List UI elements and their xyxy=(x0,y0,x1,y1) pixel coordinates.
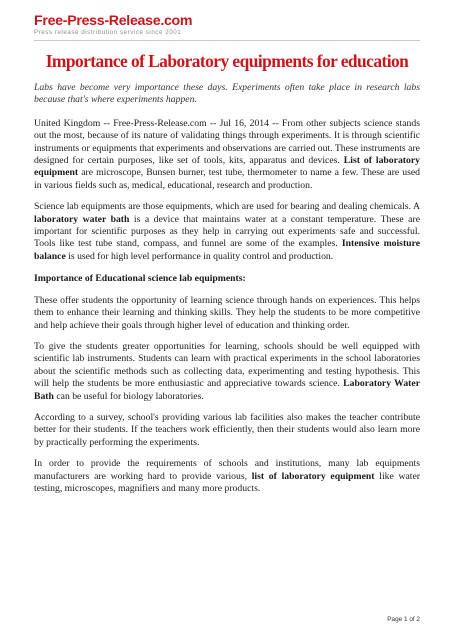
article-intro: Labs have become very importance these days. Experiments often take place in research labs because that's where experiments happen. xyxy=(34,82,420,106)
paragraph-1-text-a: United Kingdom -- Free-Press-Release.com -- Jul 16, 2014 -- From other subjects science stands out the most, because of its nature of validating things through experiments. It is through scientific instruments or equipments that experiments and observations are carried out. These instruments are designed for certain purposes, like set of tools, kits, apparatus and devices. xyxy=(34,117,420,167)
keyword-laboratory-water-bath-2: Laboratory Water Bath xyxy=(34,378,420,402)
paragraph-6-text-a: In order to provide the requirements of schools and institutions, many lab equipments manufacturers are working hard to provide various, xyxy=(34,458,420,482)
paragraph-4 xyxy=(34,341,420,403)
paragraph-6 xyxy=(34,458,420,495)
keyword-intensive-moisture-balance: Intensive moisture balance xyxy=(34,238,420,262)
paragraph-4-text-c: can be useful for biology laboratories. xyxy=(53,390,204,402)
page-number: Page 1 of 2 xyxy=(387,616,420,623)
paragraph-5: According to a survey, school's providing various lab facilities also makes the teacher contribute better for their students. If the teachers work efficiently, then their students would also learn more by practically performing the experiments. xyxy=(34,411,420,448)
paragraph-1 xyxy=(34,118,420,192)
paragraph-2-text-c: is a device that maintains water at a constant temperature. These are important for scientific purposes as they help in carrying out experiments safe and successful. Tools like test tube stand, compass, and funnel are some of the examples. xyxy=(34,213,421,250)
site-tagline: Press release distribution service since 2001 xyxy=(34,29,182,36)
paragraph-6-text-c: like water testing, microscopes, magnifiers and many more products. xyxy=(34,470,420,494)
paragraph-1-text-c: are microscope, Bunsen burner, test tube, thermometer to name a few. These are used in various fields such as, medical, educational, research and production. xyxy=(34,167,420,191)
paragraph-3: These offer students the opportunity of learning science through hands on experiences. This helps them to enhance their learning and thinking skills. They help the students to be more competitive and help achieve their goals through higher level of education and thinking order. xyxy=(34,294,420,331)
paragraph-2-text-a: Science lab equipments are those equipments, which are used for bearing and dealing chemicals. A xyxy=(34,201,420,213)
paragraph-2 xyxy=(34,201,420,263)
article-title: Importance of Laboratory equipments for education xyxy=(45,51,409,71)
paragraph-2-text-e: is used for high level performance in quality control and production. xyxy=(65,250,334,262)
site-header xyxy=(34,13,420,37)
site-logo: Free-Press-Release.com xyxy=(34,13,193,29)
article-body xyxy=(34,50,420,495)
section-subheading: Importance of Educational science lab equipments: xyxy=(34,273,246,285)
header-divider xyxy=(34,40,420,41)
keyword-laboratory-water-bath: laboratory water bath xyxy=(34,213,130,225)
keyword-list-of-laboratory-equipment: List of laboratory equipment xyxy=(34,155,421,179)
keyword-list-of-laboratory-equipment-2: list of laboratory equipment xyxy=(251,470,375,482)
paragraph-4-text-a: To give the students greater opportunities for learning, schools should be well equipped with scientific lab instruments. Students can learn with practical experiments in the school laboratories about the scientific methods such as collecting data, experimenting and testing hypothesis. This will help the students be more enthusiastic and appreciative towards science. xyxy=(34,340,420,390)
